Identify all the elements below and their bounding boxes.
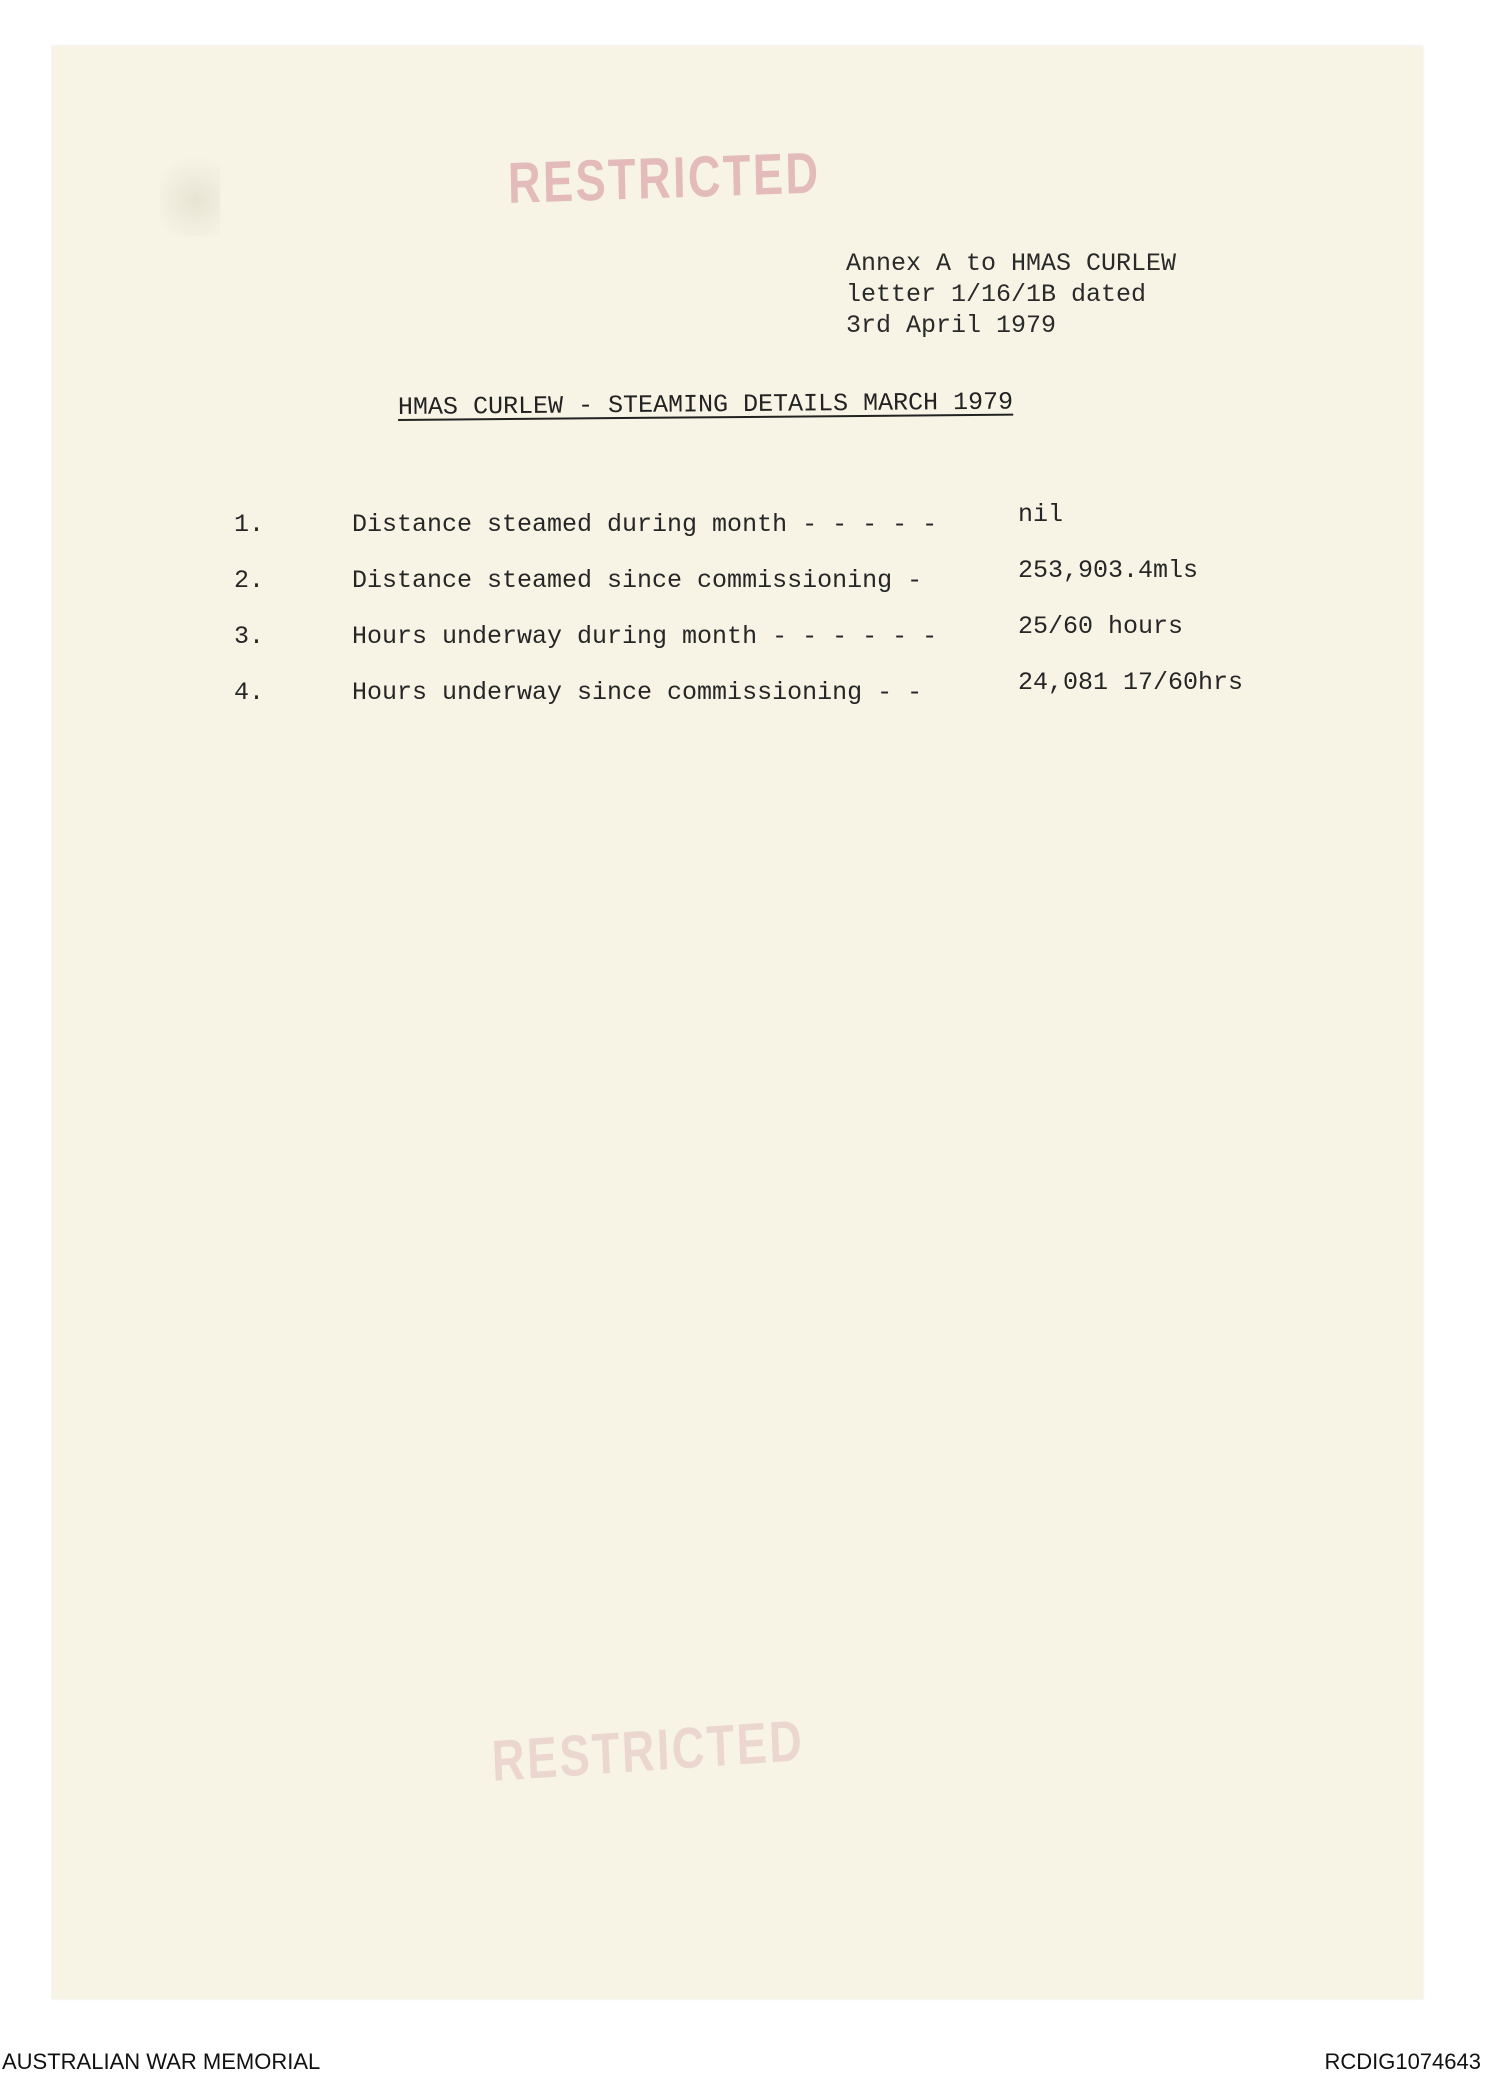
- item-value: 253,903.4mls: [1018, 556, 1199, 585]
- steaming-details-list: [232, 500, 1322, 724]
- item-description: Hours underway since commissioning - -: [352, 678, 923, 707]
- item-number: 1.: [234, 510, 265, 539]
- document-heading: HMAS CURLEW - STEAMING DETAILS MARCH 1979: [397, 387, 1014, 422]
- item-value: 24,081 17/60hrs: [1018, 668, 1244, 697]
- restricted-stamp-bottom: RESTRICTED: [490, 1708, 806, 1794]
- item-value: nil: [1018, 500, 1064, 529]
- list-item: [232, 612, 1322, 668]
- annex-line: letter 1/16/1B dated: [846, 280, 1147, 309]
- item-value: 25/60 hours: [1018, 612, 1184, 641]
- annex-line: Annex A to HMAS CURLEW: [846, 249, 1177, 278]
- item-number: 4.: [234, 678, 265, 707]
- annex-reference: [846, 248, 1176, 341]
- list-item: [232, 556, 1322, 612]
- item-number: 2.: [234, 566, 265, 595]
- document-page: [52, 46, 1423, 1999]
- annex-line: 3rd April 1979: [846, 311, 1057, 340]
- footer-catalogue-id: RCDIG1074643: [1324, 2049, 1481, 2074]
- list-item: [232, 500, 1322, 556]
- item-number: 3.: [234, 622, 265, 651]
- item-description: Distance steamed since commissioning -: [352, 566, 923, 595]
- item-description: Distance steamed during month - - - - -: [352, 510, 938, 539]
- list-item: [232, 668, 1322, 724]
- restricted-stamp-top: RESTRICTED: [507, 140, 822, 216]
- footer-institution: AUSTRALIAN WAR MEMORIAL: [2, 2049, 321, 2074]
- item-description: Hours underway during month - - - - - -: [352, 622, 938, 651]
- paper-blemish: [160, 146, 220, 236]
